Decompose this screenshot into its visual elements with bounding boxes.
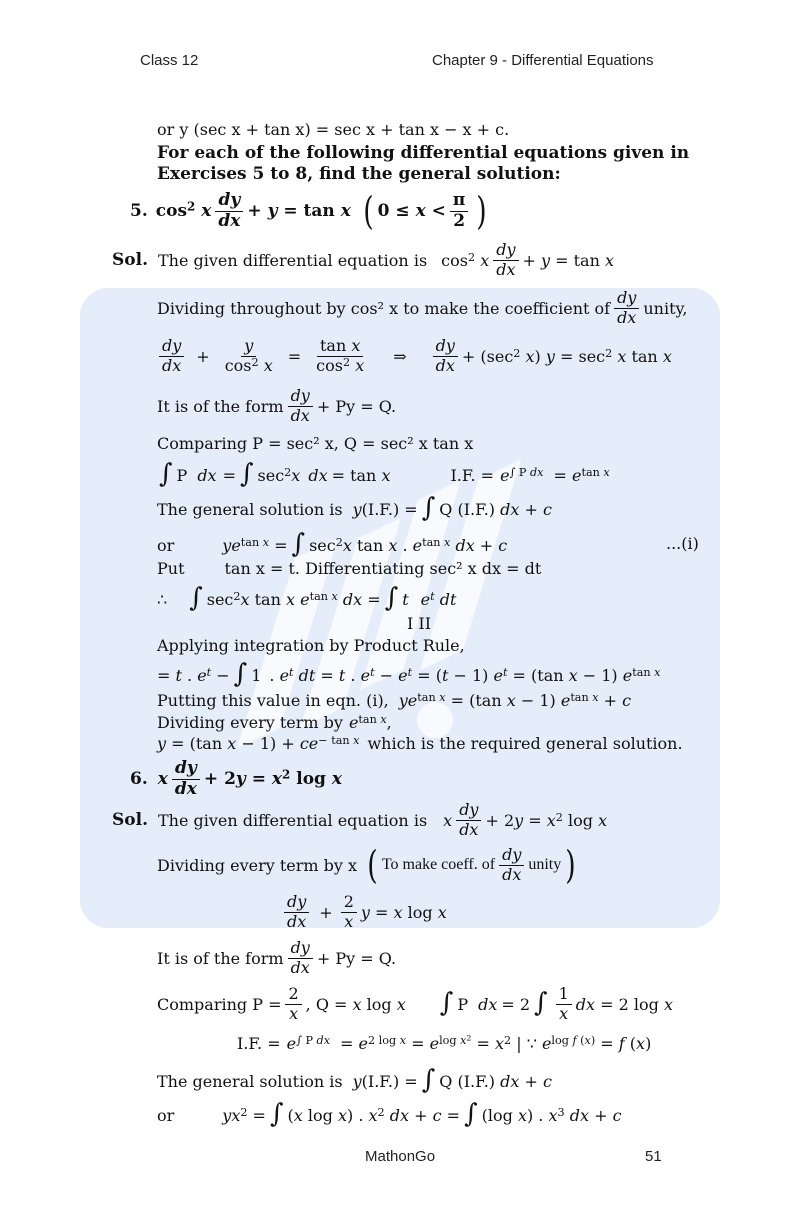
equation-step: $\frac{dy}{dx}$ + $\frac{y}{\cos^2 x}$ = $\frac{\text{tan x}}{\cos^2 x}$ ⇒ $\frac{dy}{dx}$ + ($\sec^2$ x) $y = \sec^2 x$ tan x xyxy=(155,338,672,375)
form-text: It is of the form xyxy=(157,948,284,968)
exercise-instruction xyxy=(157,143,689,163)
putting-text: Putting this value in eqn. (i), xyxy=(157,691,389,710)
footer-brand: MathonGo xyxy=(365,1148,436,1165)
equation-line: or $yx^2$ = ∫ (x log x) . $x^2$ dx + c = ∫ (log x) . $x^3$ dx + c xyxy=(157,1099,622,1129)
question-number: 5. xyxy=(130,201,148,222)
integrating-factor-line: I.F. = $e^{\int P dx}$ = $e^{2 log x} = e^{log x^2} = x^2$ | ∵ $e^{log f (x)} = f$ (x) xyxy=(237,1033,652,1053)
dividing-line: Dividing throughout by cos² x to make the coefficient of $\frac{dy}{dx}$ unity, xyxy=(157,288,688,327)
form-line: It is of the form $\frac{dy}{dx}$ + Py = Q. xyxy=(157,938,397,977)
roman-numerals: I II xyxy=(407,614,432,633)
comparing-text: Comparing P = xyxy=(157,994,282,1014)
comparing-text: Comparing P = sec² x, Q = sec² x tan x xyxy=(157,434,474,453)
put-text: tan x = t. Differentiating sec² x dx = dt xyxy=(224,559,542,578)
therefore-symbol: ∴ xyxy=(157,589,168,609)
header-class-label: Class 12 xyxy=(140,52,199,69)
instruction-text: Exercises 5 to 8, find the general solution: xyxy=(157,164,561,184)
equation-label xyxy=(666,534,699,553)
product-rule-line xyxy=(157,636,465,655)
therefore-line: ∴ ∫ $\sec^2x$ tan x $e^{tan x}$ dx = ∫ t $e^t$ dt xyxy=(157,583,457,613)
final-text: which is the required general solution. xyxy=(367,734,683,753)
coeff-note: To make coeff. of xyxy=(381,856,496,873)
sol-text: The given differential equation is xyxy=(158,810,428,830)
general-solution-line: The general solution is y(I.F.) = ∫ Q (I.F.) dx + c xyxy=(157,1065,552,1095)
equation-number: ...(i) xyxy=(666,534,699,553)
dividing-x-line: Dividing every term by x ( To make coeff. of $\frac{dy}{dx}$ unity ) xyxy=(157,843,576,887)
dividing-every-text: Dividing every term by xyxy=(157,713,343,732)
dividing-x-text: Dividing every term by x xyxy=(157,855,358,875)
equation-text: or y (sec x + tan x) = sec x + tan x − x + c. xyxy=(157,120,510,139)
put-label: Put xyxy=(157,559,185,578)
page-number: 51 xyxy=(645,1148,662,1165)
comparing-line: Comparing P = $\frac{2}{x}$ , Q = x log x ∫ P dx = 2 ∫ $\frac{1}{x}$ dx = 2 log x xyxy=(157,984,673,1023)
dividing-text: Dividing throughout by cos² x to make the coefficient of xyxy=(157,298,611,318)
sol-label: Sol. xyxy=(112,810,148,831)
integration-result: = t . $e^t$ − ∫ 1 . $e^t$ dt = t . $e^t - e^t = (t - 1) e^t = (\tan$ x − 1) $e^{tan x}$ xyxy=(157,659,661,689)
form-text: It is of the form xyxy=(157,396,284,416)
unity-note: unity xyxy=(528,856,562,873)
exercise-instruction xyxy=(157,164,561,184)
final-solution-line: y = (tan $x - 1) + ce^{- tan x}$ which is the required general solution. xyxy=(157,733,683,753)
integration-order xyxy=(407,614,431,633)
sol-label: Sol. xyxy=(112,250,148,271)
form-rest: + Py = Q. xyxy=(316,396,397,416)
solution-5-intro: Sol. The given differential equation is $\cos^2 x$ $\frac{dy}{dx}$ + y = tan x xyxy=(112,240,615,279)
or-label: or xyxy=(157,535,175,555)
question-number: 6. xyxy=(130,769,148,790)
equation-step: $\frac{dy}{dx}$ + $\frac{2}{x}$ y = x log x xyxy=(280,894,447,931)
sol-text: The given differential equation is xyxy=(158,250,428,270)
product-rule-text: Applying integration by Product Rule, xyxy=(157,636,465,655)
gs-text: The general solution is xyxy=(157,1071,343,1091)
solution-6-intro: Sol. The given differential equation is x $\frac{dy}{dx}$ + $2y = x^2$ log x xyxy=(112,800,608,839)
question-5: 5. $\cos^2 x$ $\frac{dy}{dx}$ + y = tan x ( 0 ≤ x < $\frac{\pi}{2}$ ) xyxy=(130,189,487,234)
gs-text: The general solution is xyxy=(157,499,343,519)
form-line: It is of the form $\frac{dy}{dx}$ + Py = Q. xyxy=(157,386,397,425)
question-6: 6. x $\frac{dy}{dx}$ + $2y = x^2$ log x xyxy=(130,758,342,799)
or-label: or xyxy=(157,1105,175,1125)
comparing-line xyxy=(157,434,473,453)
equation-i-line: or $ye^{tan x}$ = ∫ $\sec^2x$ tan x . $e^{tan x}$ dx + c xyxy=(157,529,508,559)
equation-line xyxy=(157,120,509,139)
dividing-every-line: Dividing every term by $e^{tan x}$, xyxy=(157,712,392,732)
substitution-line xyxy=(157,559,541,578)
integral-p-line: ∫ P dx = ∫ $\sec^2x$ dx = tan x I.F. = $e^{\int P dx}$ = $e^{tan x}$ xyxy=(159,459,610,489)
instruction-text: For each of the following differential equations given in xyxy=(157,143,690,163)
header-chapter-title: Chapter 9 - Differential Equations xyxy=(432,52,654,69)
general-solution-line: The general solution is y(I.F.) = ∫ Q (I.F.) dx + c xyxy=(157,493,552,523)
unity-text: unity, xyxy=(643,298,688,318)
substitute-back-line: Putting this value in eqn. (i), $ye^{tan x} = (\tan$ x − 1) $e^{tan x} + c$ xyxy=(157,690,632,710)
